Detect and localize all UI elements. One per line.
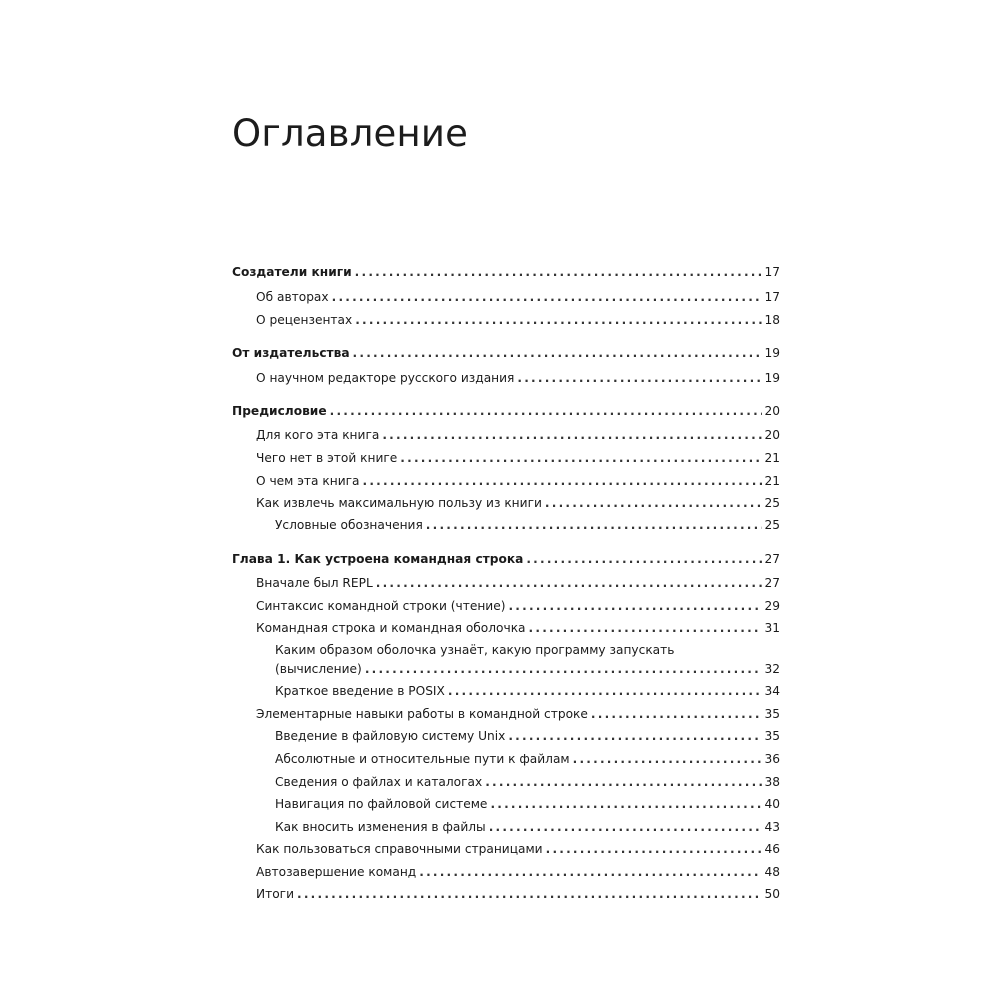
toc-entry-label: Абсолютные и относительные пути к файлам (275, 752, 570, 766)
dot-leader (365, 661, 763, 677)
toc-entry-unix-fs[interactable] (275, 728, 780, 744)
dot-leader (353, 345, 763, 361)
toc-entry-syntax[interactable] (256, 598, 780, 614)
dot-leader (526, 551, 762, 567)
toc-entry-label: Чего нет в этой книге (256, 451, 398, 465)
toc-entry-conventions[interactable] (275, 517, 780, 533)
toc-entry-edit-files[interactable] (275, 819, 780, 835)
toc-entry-files-dirs[interactable] (275, 774, 780, 790)
toc-entry-page: 17 (764, 265, 780, 279)
toc-entry-page: 19 (764, 346, 780, 360)
toc-entry-max-benefit[interactable] (256, 495, 780, 511)
toc-entry-label: О чем эта книга (256, 474, 360, 488)
toc-entry-who-for[interactable] (256, 427, 780, 443)
toc-entry-label: Глава 1. Как устроена командная строка (232, 552, 524, 566)
toc-entry-label: Автозавершение команд (256, 865, 417, 879)
toc-entry-label: О рецензентах (256, 313, 353, 327)
dot-leader (485, 774, 762, 790)
dot-leader (529, 620, 763, 636)
toc-entry-cli-and-shell[interactable] (256, 620, 780, 636)
toc-entry-label: Вначале был REPL (256, 576, 373, 590)
dot-leader (490, 796, 762, 812)
dot-leader (355, 312, 762, 328)
toc-entry-page: 38 (764, 775, 780, 789)
toc-entry-creators[interactable] (232, 264, 780, 280)
toc-entry-label: Условные обозначения (275, 518, 423, 532)
toc-entry-page: 20 (764, 404, 780, 418)
toc-entry-label: Элементарные навыки работы в командной строке (256, 707, 588, 721)
toc-entry-what-about[interactable] (256, 473, 780, 489)
toc-entry-preface[interactable] (232, 403, 780, 419)
page-title: Оглавление (232, 112, 469, 155)
toc-entry-page: 17 (764, 290, 780, 304)
toc-entry-page: 48 (764, 865, 780, 879)
toc-entry-label: Командная строка и командная оболочка (256, 621, 526, 635)
toc-entry-posix[interactable] (275, 683, 780, 699)
toc-entry-autocomplete[interactable] (256, 864, 780, 880)
toc-entry-page: 18 (764, 313, 780, 327)
toc-entry-label: Краткое введение в POSIX (275, 684, 445, 698)
toc-entry-chapter-1[interactable] (232, 551, 780, 567)
toc-entry-label: От издательства (232, 346, 350, 360)
dot-leader (332, 289, 763, 305)
toc-entry-repl[interactable] (256, 575, 780, 591)
dot-leader (363, 473, 763, 489)
dot-leader (489, 819, 763, 835)
dot-leader (419, 864, 762, 880)
toc-entry-page: 31 (764, 621, 780, 635)
toc-entry-publisher[interactable] (232, 345, 780, 361)
toc-entry-label: Для кого эта книга (256, 428, 380, 442)
toc-entry-label: Создатели книги (232, 265, 352, 279)
toc-entry-page: 46 (764, 842, 780, 856)
toc-entry-page: 40 (764, 797, 780, 811)
toc-entry-page: 50 (764, 887, 780, 901)
toc-entry-page: 35 (764, 707, 780, 721)
toc-entry-page: 43 (764, 820, 780, 834)
dot-leader (382, 427, 762, 443)
toc-entry-page: 20 (764, 428, 780, 442)
toc-entry-label: (вычисление) (275, 662, 362, 676)
toc-entry-how-shell-knows[interactable] (275, 661, 780, 677)
toc-entry-science-editor[interactable] (256, 370, 780, 386)
toc-entry-about-reviewers[interactable] (256, 312, 780, 328)
toc-entry-basic-skills[interactable] (256, 706, 780, 722)
dot-leader (517, 370, 762, 386)
dot-leader (591, 706, 763, 722)
toc-entry-label: Как извлечь максимальную пользу из книги (256, 496, 542, 510)
dot-leader (400, 450, 762, 466)
toc-entry-page: 34 (764, 684, 780, 698)
toc-entry-navigation[interactable] (275, 796, 780, 812)
table-of-contents (232, 0, 780, 1000)
toc-entry-about-authors[interactable] (256, 289, 780, 305)
toc-entry-page: 29 (764, 599, 780, 613)
toc-entry-label-line1[interactable]: Каким образом оболочка узнаёт, какую программу запускать (275, 643, 675, 657)
toc-entry-label: Предисловие (232, 404, 327, 418)
toc-entry-page: 21 (764, 474, 780, 488)
toc-entry-man-pages[interactable] (256, 841, 780, 857)
dot-leader (448, 683, 763, 699)
dot-leader (546, 841, 763, 857)
dot-leader (355, 264, 763, 280)
dot-leader (573, 751, 763, 767)
toc-entry-label: Навигация по файловой системе (275, 797, 488, 811)
dot-leader (376, 575, 763, 591)
dot-leader (508, 728, 762, 744)
toc-entry-page: 25 (764, 518, 780, 532)
toc-entry-label: Синтаксис командной строки (чтение) (256, 599, 506, 613)
toc-entry-label: О научном редакторе русского издания (256, 371, 515, 385)
dot-leader (426, 517, 763, 533)
toc-entry-label: Как вносить изменения в файлы (275, 820, 486, 834)
toc-entry-page: 36 (764, 752, 780, 766)
toc-entry-page: 19 (764, 371, 780, 385)
toc-entry-page: 25 (764, 496, 780, 510)
dot-leader (297, 886, 762, 902)
toc-entry-label: Введение в файловую систему Unix (275, 729, 506, 743)
toc-entry-label: Итоги (256, 887, 294, 901)
dot-leader (545, 495, 763, 511)
toc-entry-page: 27 (764, 552, 780, 566)
toc-entry-label: Как пользоваться справочными страницами (256, 842, 543, 856)
toc-entry-not-in-book[interactable] (256, 450, 780, 466)
toc-entry-paths[interactable] (275, 751, 780, 767)
dot-leader (330, 403, 763, 419)
toc-entry-page: 27 (764, 576, 780, 590)
dot-leader (508, 598, 762, 614)
toc-entry-label: Об авторах (256, 290, 329, 304)
toc-entry-page: 32 (764, 662, 780, 676)
toc-entry-page: 21 (764, 451, 780, 465)
toc-entry-summary[interactable] (256, 886, 780, 902)
toc-entry-page: 35 (764, 729, 780, 743)
toc-entry-label: Сведения о файлах и каталогах (275, 775, 483, 789)
